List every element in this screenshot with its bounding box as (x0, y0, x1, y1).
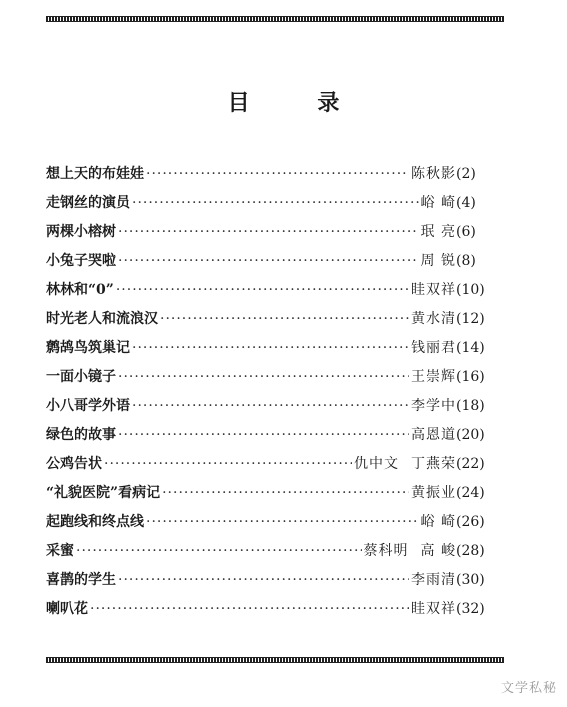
entry-title: 采蜜 (46, 543, 74, 559)
entry-title: “礼貌医院”看病记 (46, 485, 161, 501)
entry-page-number: (22) (456, 456, 485, 472)
entry-page-number: (4) (456, 195, 476, 211)
dot-leader (104, 450, 352, 479)
entry-author: 眭双祥 (411, 601, 456, 617)
dot-leader (118, 247, 419, 276)
toc-entry[interactable] (46, 537, 506, 566)
toc-entry[interactable] (46, 305, 506, 334)
entry-title: 喜鹊的学生 (46, 572, 116, 588)
entry-page-number: (16) (456, 369, 485, 385)
entry-title: 林林和“0” (46, 282, 114, 298)
entry-title: 两棵小榕树 (46, 224, 116, 240)
entry-page-number: (18) (456, 398, 485, 414)
entry-author: 钱丽君 (411, 340, 456, 356)
entry-author: 眭双祥 (411, 282, 456, 298)
toc-entry[interactable] (46, 334, 506, 363)
top-decorative-border (46, 16, 504, 22)
entry-title: 公鸡告状 (46, 456, 102, 472)
entry-title: 鹩鸪鸟筑巢记 (46, 340, 130, 356)
entry-author: 高恩道 (411, 427, 456, 443)
dot-leader (132, 392, 409, 421)
entry-page-number: (14) (456, 340, 485, 356)
entry-author: 陈秋影 (411, 166, 456, 182)
toc-entry[interactable] (46, 276, 506, 305)
toc-entry[interactable] (46, 479, 506, 508)
toc-entry[interactable] (46, 595, 506, 624)
dot-leader (76, 537, 362, 566)
toc-entry[interactable] (46, 189, 506, 218)
bottom-decorative-border (46, 657, 504, 663)
watermark-text: 文学私秘 (500, 681, 557, 696)
entry-author: 黄振业 (411, 485, 456, 501)
entry-author: 峪 崎 (420, 195, 456, 211)
entry-author: 峪 崎 (420, 514, 456, 530)
toc-entry[interactable] (46, 421, 506, 450)
entry-title: 走钢丝的演员 (46, 195, 130, 211)
entry-page-number: (26) (456, 514, 485, 530)
entry-title: 起跑线和终点线 (46, 514, 144, 530)
toc-entry[interactable] (46, 218, 506, 247)
entry-title: 小兔子哭啦 (46, 253, 116, 269)
entry-author: 珉 亮 (420, 224, 456, 240)
table-of-contents (46, 160, 506, 624)
toc-entry[interactable] (46, 160, 506, 189)
dot-leader (90, 595, 409, 624)
entry-author: 周 锐 (420, 253, 456, 269)
entry-page-number: (2) (456, 166, 476, 182)
entry-author: 李学中 (411, 398, 456, 414)
dot-leader (116, 276, 409, 305)
dot-leader (132, 334, 409, 363)
dot-leader (132, 189, 419, 218)
toc-entry[interactable] (46, 566, 506, 595)
entry-author: 王崇辉 (411, 369, 456, 385)
toc-entry[interactable] (46, 363, 506, 392)
entry-coauthor: 仇中文 (354, 456, 399, 472)
entry-page-number: (20) (456, 427, 485, 443)
dot-leader (146, 160, 409, 189)
entry-title: 一面小镜子 (46, 369, 116, 385)
dot-leader (162, 479, 409, 508)
dot-leader (118, 218, 419, 247)
entry-title: 小八哥学外语 (46, 398, 130, 414)
entry-page-number: (8) (456, 253, 476, 269)
toc-entry[interactable] (46, 450, 506, 479)
entry-page-number: (32) (456, 601, 485, 617)
entry-page-number: (6) (456, 224, 476, 240)
entry-page-number: (24) (456, 485, 485, 501)
entry-author: 丁燕荣 (411, 456, 456, 472)
toc-entry[interactable] (46, 247, 506, 276)
entry-page-number: (10) (456, 282, 485, 298)
entry-coauthor: 蔡科明 (363, 543, 409, 559)
entry-author: 高 峻 (420, 543, 456, 559)
entry-title: 时光老人和流浪汉 (46, 311, 158, 327)
dot-leader (118, 421, 409, 450)
toc-entry[interactable] (46, 392, 506, 421)
entry-author: 李雨清 (411, 572, 456, 588)
dot-leader (160, 305, 409, 334)
entry-page-number: (30) (456, 572, 485, 588)
entry-page-number: (28) (456, 543, 485, 559)
dot-leader (146, 508, 419, 537)
entry-title: 想上天的布娃娃 (46, 166, 144, 182)
page-title: 目 录 (227, 90, 370, 116)
entry-author: 黄水清 (411, 311, 456, 327)
dot-leader (118, 566, 409, 595)
entry-page-number: (12) (456, 311, 485, 327)
toc-entry[interactable] (46, 508, 506, 537)
dot-leader (118, 363, 409, 392)
entry-title: 绿色的故事 (46, 427, 116, 443)
entry-title: 喇叭花 (46, 601, 88, 617)
